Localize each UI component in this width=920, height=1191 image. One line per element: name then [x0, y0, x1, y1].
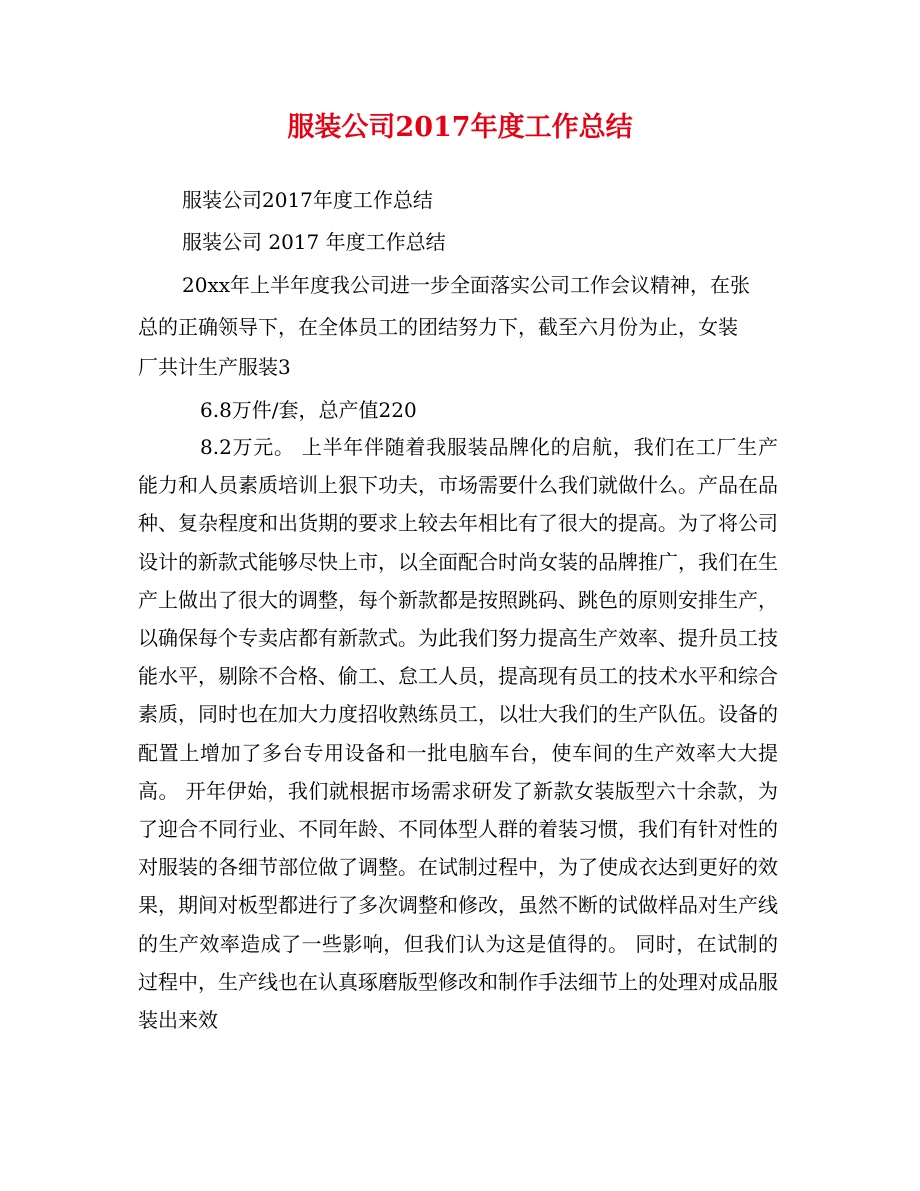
- intro-line-3: 厂共计生产服装3: [138, 355, 291, 379]
- intro-line-2: 总的正确领导下，在全体员工的团结努力下，截至六月份为止，女装: [138, 315, 738, 339]
- body-paragraph: 8.2万元。 上半年伴随着我服装品牌化的启航，我们在工厂生产能力和人员素质培训上狠下功夫，市场需要什么我们就做什么。产品在品种、复杂程度和出货期的要求上较去年相比有了很大的提高。为了将公司设计的新款式能够尽快上市，以全面配合时尚女装的品牌推广，我们在生产上做出了很大的调整，每个新款都是按照跳码、跳色的原则安排生产，以确保每个专卖店都有新款式。为此我们努力提高生产效率、提升员工技能水平，剔除不合格、偷工、怠工人员，提高现有员工的技术水平和综合素质，同时也在加大力度招收熟练员工，以壮大我们的生产队伍。设备的配置上增加了多台专用设备和一批电脑车台，使车间的生产效率大大提高。 开年伊始，我们就根据市场需求研发了新款女装版型六十余款，为了迎合不同行业、不同年龄、不同体型人群的着装习惯，我们有针对性的对服装的各细节部位做了调整。在试制过程中，为了使成衣达到更好的效果，期间对板型都进行了多次调整和修改，虽然不断的试做样品对生产线的生产效率造成了一些影响，但我们认为这是值得的。 同时，在试制的过程中，生产线也在认真琢磨版型修改和制作手法细节上的处理对成品服装出来效: [138, 435, 778, 1033]
- subtitle-line-2: 服装公司 2017 年度工作总结: [182, 230, 446, 254]
- stat-line: 6.8万件/套，总产值220: [200, 398, 417, 422]
- document-title: 服装公司2017年度工作总结: [287, 112, 633, 143]
- subtitle-line-1: 服装公司2017年度工作总结: [182, 188, 433, 212]
- intro-line-1: 20xx年上半年度我公司进一步全面落实公司工作会议精神，在张: [182, 273, 751, 297]
